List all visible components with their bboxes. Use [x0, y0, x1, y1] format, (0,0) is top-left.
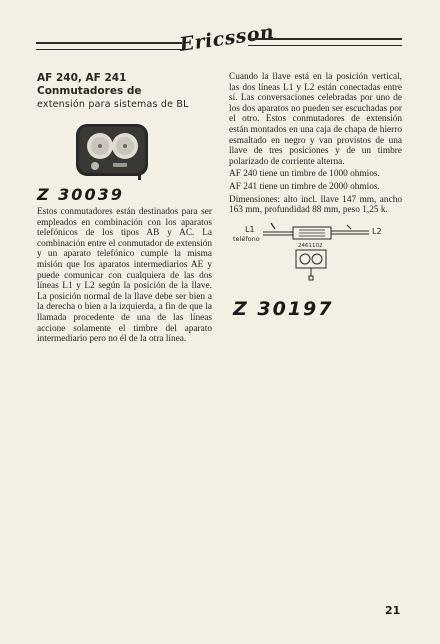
- left-body-paragraph: Estos conmutadores están destinados para ser empleados en combinación con los aparatos telefónicos de los tipos AB y AC. La combinación entre el conmutador de extensión y un aparato telefónico cumple la misma misión que los aparatos intermediarios AE y puede comunicar con cualquiera de las dos líneas L1 y L2 según la posición de la llave. La posición normal de la llave debe ser bien a la derecha o bien a la izquierda, a fin de que la llamada procedente de una de las líneas accione solamente el timbre del aparato intermediario pero no él de la otra línea.: [37, 207, 212, 345]
- right-paragraph-4: Dimensiones: alto incl. llave 147 mm, ancho 163 mm, profundidad 88 mm, peso 1,25 k.: [229, 194, 402, 216]
- diagram-code: 2461102: [298, 242, 323, 249]
- right-paragraph-1: Cuando la llave está en la posición vertical, las dos líneas L1 y L2 están conectadas entre sí. Las conversaciones celebradas por uno de los dos aparatos no pueden ser escuchadas por el otro. Estos conmutadores de extensión están montados en una caja de chapa de hierro esmaltado en negro y van provistos de una llave de tres posiciones y de un timbre polarizado de corriente alterna.: [229, 72, 402, 167]
- page-number: 21: [385, 604, 401, 617]
- right-paragraph-2: AF 240 tiene un timbre de 1000 ohmios.: [229, 169, 380, 180]
- left-column: [37, 72, 212, 347]
- ericsson-logo: Ericsson: [178, 20, 276, 56]
- diagram-label-telefono: teléfono: [233, 234, 260, 243]
- right-column: [229, 72, 402, 320]
- handwritten-code-left: Z 30039: [37, 185, 124, 204]
- header-rule-right: [248, 38, 402, 46]
- device-photo: [73, 120, 151, 180]
- article-subtitle: extensión para sistemas de BL: [37, 99, 189, 110]
- article-title: AF 240, AF 241 Conmutadores de: [37, 72, 142, 97]
- handwritten-code-right: Z 30197: [233, 297, 334, 320]
- header-rule-left: [36, 42, 182, 50]
- diagram-label-l1: L1: [245, 224, 255, 234]
- diagram-label-l2: L2: [372, 226, 382, 236]
- right-paragraph-3: AF 241 tiene un timbre de 2000 ohmios.: [229, 181, 380, 192]
- circuit-diagram: [229, 220, 399, 290]
